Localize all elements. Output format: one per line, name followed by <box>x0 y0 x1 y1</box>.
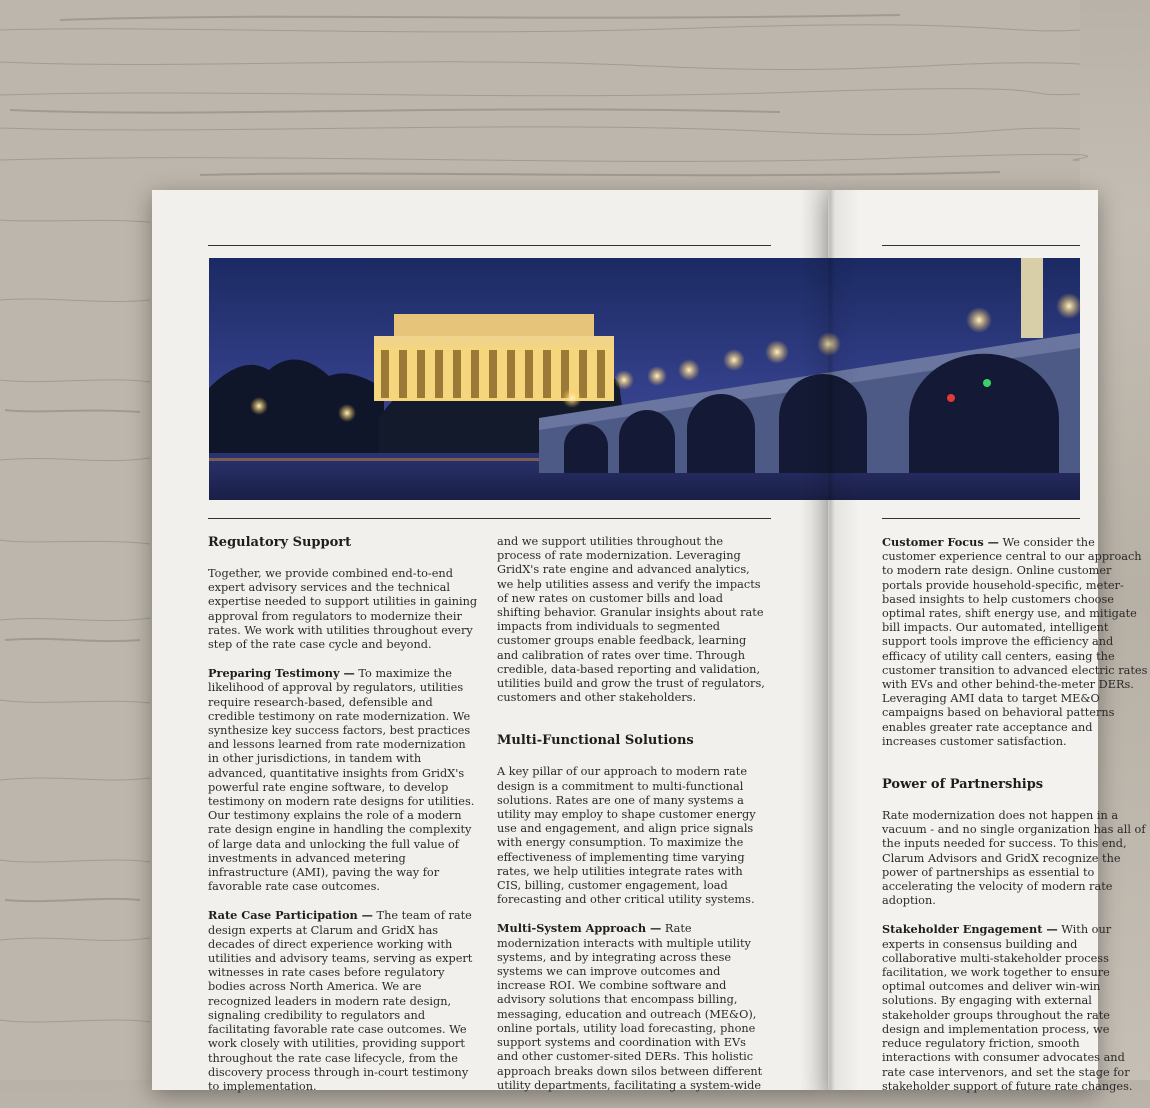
rate-case-participation-text: The team of rate design experts at Clarum and GridX has decades of direct experience working with utilities and advisory teams, serving as expert witnesses in rate cases before regulatory bodies across North America. We are recognized leaders in modern rate design, signaling credibility to regulators and facilitating favorable rate case outcomes. We work closely with utilities, providing support throughout the rate case lifecycle, from the discovery process through in-court testimony to implementation. <box>208 909 473 1093</box>
top-rule-left <box>208 245 771 246</box>
section-rule-left <box>208 518 771 519</box>
customer-focus-text: We consider the customer experience central to our approach to modern rate design. Online customer portals provide household-specific, meter-based insights to help customers choose optimal rates, shift energy use, and mitigate bill impacts. Our automated, intelligent support tools improve the efficiency and efficacy of utility call centers, easing the customer transition to advanced electric rates with EVs and other behind-the-meter DERs. Leveraging AMI data to target ME&O campaigns based on behavioral patterns enables greater rate acceptance and increases customer satisfaction. <box>882 536 1148 748</box>
column-customer-focus <box>882 535 1150 1108</box>
right-page-clip <box>882 535 1148 1093</box>
customer-focus-paragraph <box>882 535 1150 749</box>
stakeholder-engagement-lead: Stakeholder Engagement — <box>882 922 1058 937</box>
intro-paragraph: Together, we provide combined end-to-end expert advisory services and the technical expertise needed to support utilities in gaining approval from regulators to modernize their rates. We work with utilities throughout every step of the rate case cycle and beyond. <box>208 567 478 652</box>
stakeholder-engagement-text: With our experts in consensus building and collaborative multi-stakeholder process facilitation, we work together to ensure optimal outcomes and deliver win-win solutions. By engaging with external stakeholder groups throughout the rate design and implementation process, we reduce regulatory friction, smooth interactions with consumer advocates and rate case intervenors, and set the stage for stakeholder support of future rate changes. <box>882 923 1133 1093</box>
rate-case-participation-lead: Rate Case Participation — <box>208 908 373 923</box>
section-rule-right <box>882 518 1080 519</box>
multi-system-approach-text: Rate modernization interacts with multiple utility systems, and by integrating across these systems we can improve outcomes and increase ROI. We combine software and advisory solutions that encompass billing, messaging, education and outreach (ME&O), online portals, utility load forecasting, phone support systems and coordination with EVs and other customer-sited DERs. This holistic approach breaks down silos between different utility departments, facilitating a system-wide <box>497 922 763 1092</box>
heading-multi-functional-solutions: Multi-Functional Solutions <box>497 733 694 749</box>
continued-paragraph: and we support utilities throughout the process of rate modernization. Leveraging GridX's rate engine and advanced analytics, we help utilities assess and verify the impacts of new rates on customer bills and load shifting behavior. Granular insights about rate impacts from individuals to segmented customer groups enable feedback, learning and calibration of rates over time. Through credible, data-based reporting and validation, utilities build and grow the trust of regulators, customers and other stakeholders. <box>497 535 765 705</box>
column-regulatory-support <box>208 535 480 1108</box>
preparing-testimony-text: To maximize the likelihood of approval by regulators, utilities require research-based, defensible and credible testimony on rate modernization. We synthesize key success factors, best practices and lessons learned from rate modernization in other jurisdictions, in tandem with advanced, quantitative insights from GridX's powerful rate engine software, to develop testimony on modern rate designs for utilities. Our testimony explains the role of a modern rate design engine in handling the complexity of large data and unlocking the full value of investments in advanced metering infrastructure (AMI), paving the way for favorable rate case outcomes. <box>208 667 475 894</box>
multi-system-approach-paragraph <box>497 921 765 1092</box>
preparing-testimony-paragraph <box>208 666 480 894</box>
heading-regulatory-support: Regulatory Support <box>208 535 352 550</box>
memorial-bridge-photo <box>209 258 1080 500</box>
multi-functional-paragraph: A key pillar of our approach to modern rate design is a commitment to multi-functional solutions. Rates are one of many systems a utility may employ to shape customer energy use and engagement, and align price signals with energy consumption. To maximize the effectiveness of implementing time varying rates, we help utilities integrate rates with CIS, billing, customer engagement, load forecasting and other critical utility systems. <box>497 765 756 907</box>
top-rule-right <box>882 245 1080 246</box>
heading-power-of-partnerships: Power of Partnerships <box>882 777 1044 793</box>
preparing-testimony-lead: Preparing Testimony — <box>208 666 355 681</box>
stakeholder-engagement-paragraph <box>882 922 1150 1093</box>
customer-focus-lead: Customer Focus — <box>882 535 999 549</box>
multi-system-approach-lead: Multi-System Approach — <box>497 921 662 936</box>
rate-case-participation-paragraph <box>208 908 480 1094</box>
column-multi-functional <box>497 535 765 1107</box>
partnerships-paragraph: Rate modernization does not happen in a vacuum - and no single organization has all of the inputs needed for success. To this end, Clarum Advisors and GridX recognize the power of partnerships as essential to accelerating the velocity of modern rate adoption. <box>882 809 1146 908</box>
